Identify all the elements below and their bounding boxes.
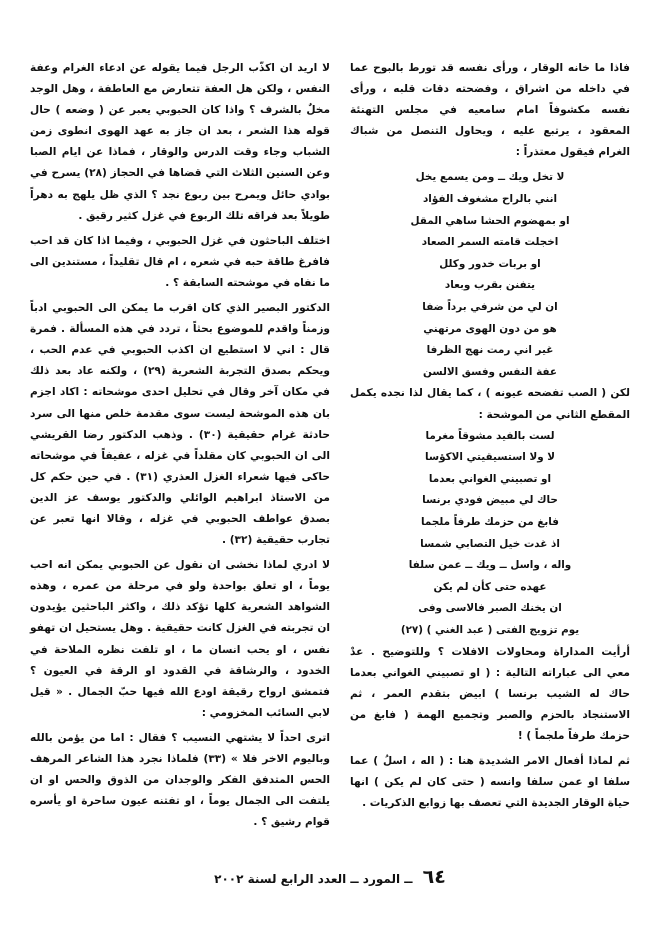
verse-line: لا تخل ويك ــ ومن يسمع يخل xyxy=(415,171,565,184)
poem-verses-first xyxy=(350,167,630,383)
closing-paragraph: ثم لماذا أفعال الامر الشديدة هنا : ( اله ، اسلُ ) عما سلفا او عمن سلفا وانسه ( حتى كان لم يكن ) انها حياة الوقار الجديدة التي تعصف بها زوابع الذكريات . xyxy=(350,755,630,810)
poem-verses-second xyxy=(350,426,630,642)
verse-line: يتفنن بقرب وبعاد xyxy=(444,279,536,292)
verse-line: عهده حتى كأن لم يكن xyxy=(433,580,547,593)
verse-line: ان يخنك الصبر فالاسى وفى xyxy=(418,602,562,615)
verse-line: هو من دون الهوى مرتهني xyxy=(423,322,557,335)
verse-line: فابغ من حزمك طرفاً ملجما xyxy=(420,515,559,528)
verse-line: غير اني رمت نهج الظرفا xyxy=(426,344,554,357)
verse-line: اذ غدت خيل التصابي شمسا xyxy=(420,537,560,550)
verse-line: او بمهضوم الحشا ساهي المقل xyxy=(410,214,570,227)
intro-paragraph: فاذا ما خانه الوقار ، ورأى نفسه قد تورط بالبوح عما في داخله من اشراق ، وفضحته دقات قلبه ، ورأى نفسه مكشوفاً امام سامعيه في مجلس التهنئة المعقود ، يرتبع عليه ، ويحاول التنصل من شباك الغرام فيقول معتذراً : xyxy=(350,62,630,159)
paragraph-2: اختلف الباحثون في غزل الحبوبي ، وفيما اذا كان قد احب فافرغ طاقة حبه في شعره ، ام قال تقليداً ، مستندين الى ما نفاه في موشحته السابقة ؟ . xyxy=(30,234,330,289)
verse-line: ان لي من شرفي برداً ضفا xyxy=(422,301,558,314)
verse-line: واله ، واسل ــ ويك ــ عمن سلفا xyxy=(408,559,572,572)
verse-line: يوم تزويج الفتى ( عبد الغني ) (٢٧) xyxy=(400,623,580,636)
journal-issue: ــ المورد ــ العدد الرابع لسنة ٢٠٠٢ xyxy=(214,872,413,886)
analysis-paragraph: أرأيت المداراة ومحاولات الافلات ؟ وللتوضيح . عدْ معي الى عباراته التالية : ( او تصبيني الغواني بعدما حاك له الشيب برنسا ) ابيض بتقدم العمر ، ثم الاستنجاد بالحزم والصبر وتجميع الهمة ( فابغ من حزمك طرفاً ملجماً ) ! xyxy=(350,645,630,742)
paragraph-5: اترى احداً لا يشتهي النسيب ؟ فقال : اما من يؤمن بالله وباليوم الاخر فلا » (٣٣) فلماذا نجرد هذا الشاعر المرهف الحس المتدفق الفكر والوجدان من الذوق والحس او ان يلتفت الى الجمال يوماً ، او تفتنه عيون ساحرة او يأسره قوام رشيق ؟ . xyxy=(30,731,330,829)
verse-line: لست بالفيد مشوقاً مغرما xyxy=(425,429,555,442)
middle-paragraph: لكن ( الصب تفضحه عيونه ) ، كما يقال لذا نجده يكمل المقطع الثاني من الموشحة : xyxy=(350,387,630,421)
paragraph-4: لا ادري لماذا نخشى ان نقول عن الحبوبي يمكن انه احب يوماً ، او تعلق بواحدة ولو في مرحلة من عمره ، وهذه الشواهد الشعرية كلها تؤكد ذلك ، واكثر الباحثين يؤيدون ان تجربته في الغزل كانت حقيقية . وهل يستحيل ان تهفو نفس ، او يحب انسان ما ، او تلفت نظره الملاحة في الخدود ، والرشاقة في القدود او الرقة في العيون ؟ فتمشق ارواح رقيقة اودع الله فيها حبّ الجمال . « قيل لابي السائب المخزومي : xyxy=(30,559,330,719)
verse-line: عفة النفس وفسق الالسن xyxy=(423,365,557,378)
verse-line: اخجلت قامته السمر الصعاد xyxy=(421,236,559,249)
verse-line: او بربات خدور وكلل xyxy=(439,257,541,270)
page-footer xyxy=(180,866,480,888)
left-column xyxy=(30,58,330,837)
verse-line: لا ولا استسيقيتي الاكؤسا xyxy=(424,451,556,464)
right-column xyxy=(350,58,630,818)
verse-line: انني بالراح مشغوف الفؤاد xyxy=(422,193,558,206)
paragraph-1: لا اريد ان اكذّب الرجل فيما يقوله عن ادعاء الغرام وعفة النفس ، ولكن هل العفة تتعارض مع العاطفة ، وهل الوجد مخلٌ بالشرف ؟ واذا كان الحبوبي يعبر عن ( وضعه ) حال قوله هذا الشعر ، بعد ان جاز به عهد الهوى انطوى زمن الشباب وجاء وقت الدرس والوقار ، فماذا عن ايام الصبا وعن السنين الثلاث التي قضاها في الحجاز (٢٨) يسرح في بوادي حائل ويمرح بين ربوع نجد ؟ الذي ظل يلهج به دهراً طويلاً بعد فراقه تلك الربوع في غزل كثير رقيق . xyxy=(30,62,330,222)
page-number: ٦٤ xyxy=(422,866,446,888)
verse-line: او تصبيني الغواني بعدما xyxy=(428,472,552,485)
verse-line: حاك لي مبيض فودي برنسا xyxy=(422,494,558,507)
paragraph-3: الدكتور البصير الذي كان اقرب ما يمكن الى الحبوبي ادباً وزمناً واقدم للموضوع بحثاً ، تردد في هذه المسألة . فمرة قال : اني لا استطيع ان اكذب الحبوبي في عدم الحب ، ويحكم بصدق التجربة الشعرية (٢٩) ، ولكنه عاد بعد ذلك في مكان آخر وقال في تحليل احدى موشحاته : اكاد اجزم بان هذه الموشحة ليست سوى مقدمة خلص منها الى سرد حادثة غرام حقيقية (٣٠) . وذهب الدكتور رضا القريشي الى ان الحبوبي كان مقلداً في غزله ، عفيفاً في موشحاته حاكى فيها شعراء الغزل العذري (٣١) . في حين حكم كل من الاستاذ ابراهيم الوائلي والدكتور يوسف عز الدين بصدق عواطف الحبوبي في غزله ، وقالا انها تعبر عن تجارب حقيقية (٣٢) . xyxy=(30,302,330,547)
